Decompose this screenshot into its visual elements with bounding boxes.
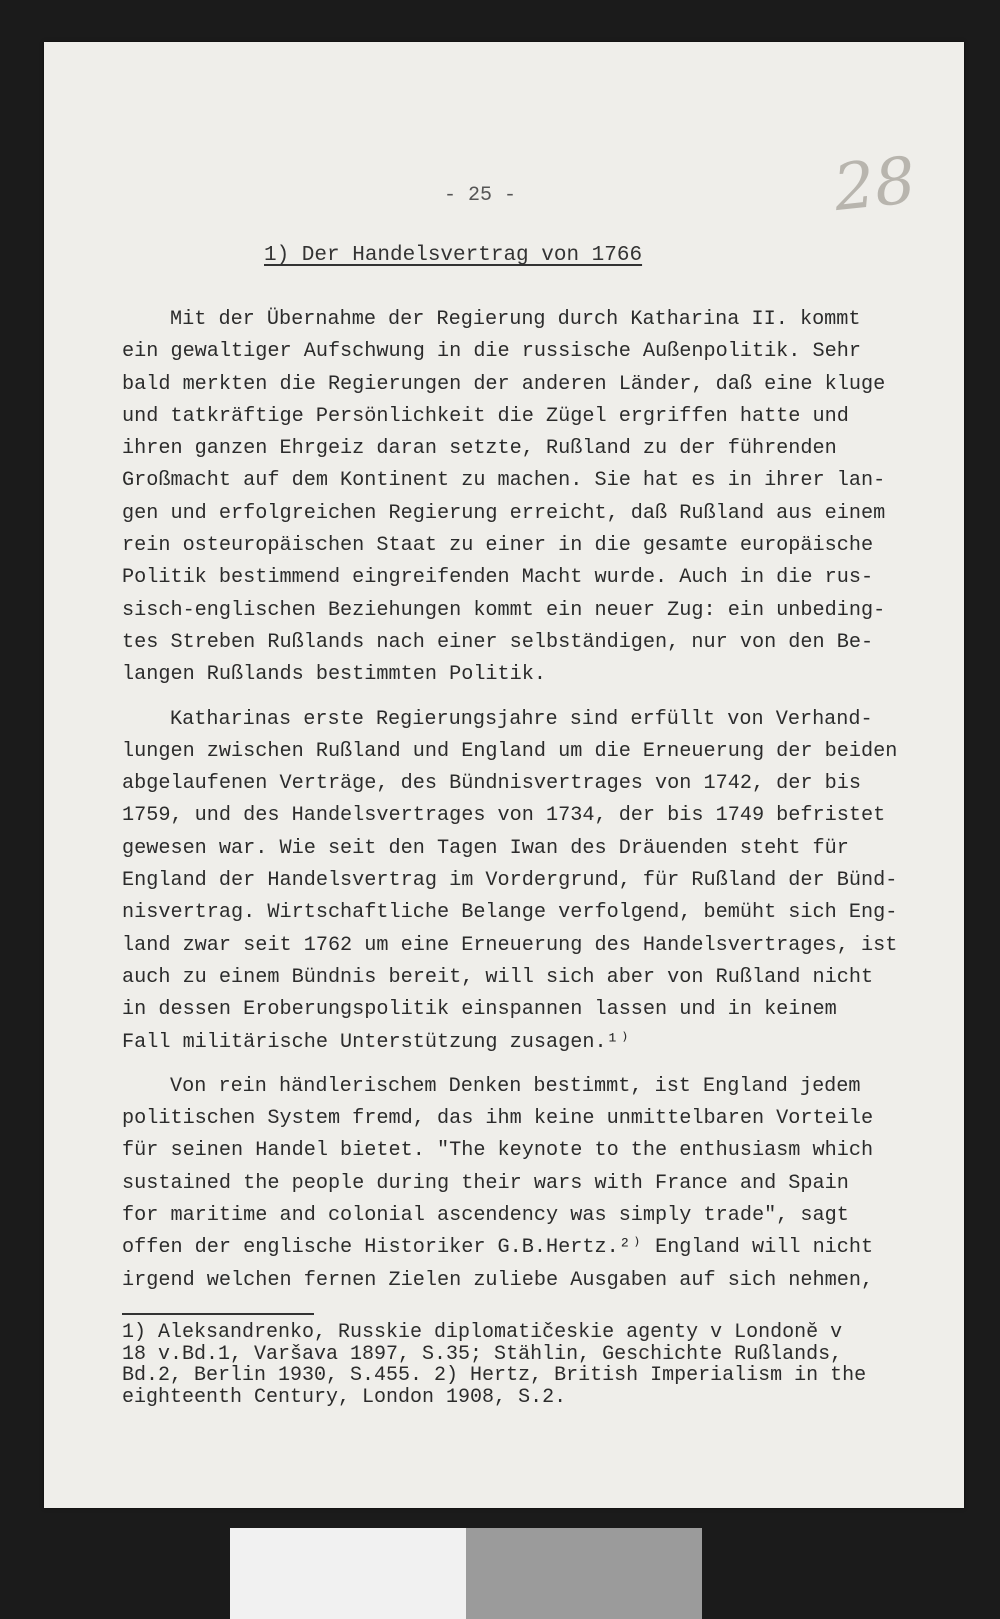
page-number: - 25 - [443, 184, 516, 207]
footnotes: 1) Aleksandrenko, Russkie diplomatičeskie agenty v Londonĕ v 18 v.Bd.1, Varšava 1897, S.35; Stählin, Geschichte Rußlands, Bd.2, Berlin 1930, S.455. 2) Hertz, British Imperialism in the eighteenth Century, London 1908, S.2. [122, 1321, 867, 1409]
paragraph-2: Katharinas erste Regierungsjahre sind erfüllt von Verhand- lungen zwischen Rußland und England um die Erneuerung der beiden abgelaufenen Verträge, des Bündnisvertrages von 1742, der bis 1759, und des Handelsvertrages von 1734, der bis 1749 befristet gewesen war. Wie seit den Tagen Iwan des Dräuenden steht für England der Handelsvertrag im Vordergrund, für Rußland der Bünd- nisvertrag. Wirtschaftliche Belange verfolgend, bemüht sich Eng- land zwar seit 1762 um eine Erneuerung des Handelsvertrages, ist auch zu einem Bündnis bereit, will sich aber von Rußland nicht in dessen Eroberungspolitik einspannen lassen und in keinem Fall militärische Unterstützung zusagen.¹⁾ [122, 707, 898, 1054]
calibration-white-patch [230, 1528, 466, 1619]
paragraph-3: Von rein händlerischem Denken bestimmt, ist England jedem politischen System fremd, das ihm keine unmittelbaren Vorteile für seinen Handel bietet. "The keynote to the enthusiasm which sustained the people during their wars with France and Spain for maritime and colonial ascendency was simply trade", sagt offen der englische Historiker G.B.Hertz.²⁾ England will nicht irgend welchen fernen Zielen zuliebe Ausgaben auf sich nehmen, [122, 1074, 874, 1292]
paragraph-1: Mit der Übernahme der Regierung durch Katharina II. kommt ein gewaltiger Aufschwung in die russische Außenpolitik. Sehr bald merkten die Regierungen der anderen Länder, daß eine kluge und tatkräftige Persönlichkeit die Zügel ergriffen hatte und ihren ganzen Ehrgeiz daran setzte, Rußland zu der führenden Großmacht auf dem Kontinent zu machen. Sie hat es in ihrer lan- gen und erfolgreichen Regierung erreicht, daß Rußland aus einem rein osteuropäischen Staat zu einer in die gesamte europäische Politik bestimmend eingreifenden Macht wurde. Auch in die rus- sisch-englischen Beziehungen kommt ein neuer Zug: ein unbeding- tes Streben Rußlands nach einer selbständigen, nur von den Be- langen Rußlands bestimmten Politik. [122, 308, 886, 687]
handwritten-page-number: 28 [830, 143, 920, 227]
body-text [122, 304, 954, 1309]
footnote-divider [122, 1313, 314, 1315]
calibration-gray-patch [466, 1528, 702, 1619]
section-heading: 1) Der Handelsvertrag von 1766 [264, 244, 643, 267]
